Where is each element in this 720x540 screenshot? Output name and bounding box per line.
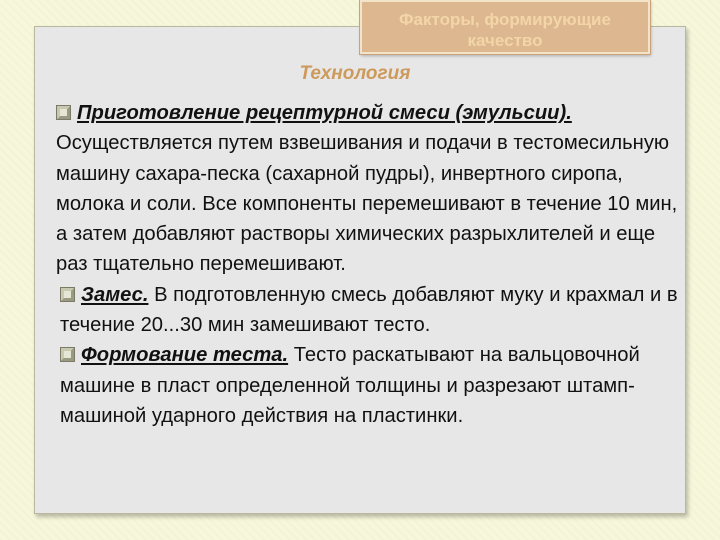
list-item — [56, 280, 684, 341]
item-text: В подготовленную смесь добавляют муку и крахмал и в течение 20...30 мин замешивают тесто. — [60, 283, 678, 337]
list-item — [56, 340, 684, 431]
list-item — [56, 98, 684, 128]
square-bullet-icon — [60, 287, 75, 302]
content-body — [56, 98, 684, 431]
square-bullet-icon — [56, 105, 71, 120]
item-lead: Формование теста. — [81, 344, 289, 367]
slide-title: Факторы, формирующие качество — [399, 10, 611, 50]
item-lead: Приготовление рецептурной смеси (эмульсии). — [77, 102, 572, 124]
item-text: Осуществляется путем взвешивания и подачи в тестомесильную машину сахара-песка (сахарной пудры), инвертного сиропа, молока и соли. Все компоненты перемешивают в течение 10 мин, а затем добавляют растворы химических разрыхлителей и еще раз тщательно перемешивают. — [56, 132, 678, 276]
item-lead: Замес. — [81, 283, 149, 306]
square-bullet-icon — [60, 347, 75, 362]
item-text: Тесто раскатывают на вальцовочной машине в пласт определенной толщины и разрезают штамп-машиной ударного действия на пластинки. — [60, 344, 640, 427]
title-tab — [360, 0, 650, 54]
section-subtitle: Технология — [299, 63, 411, 84]
